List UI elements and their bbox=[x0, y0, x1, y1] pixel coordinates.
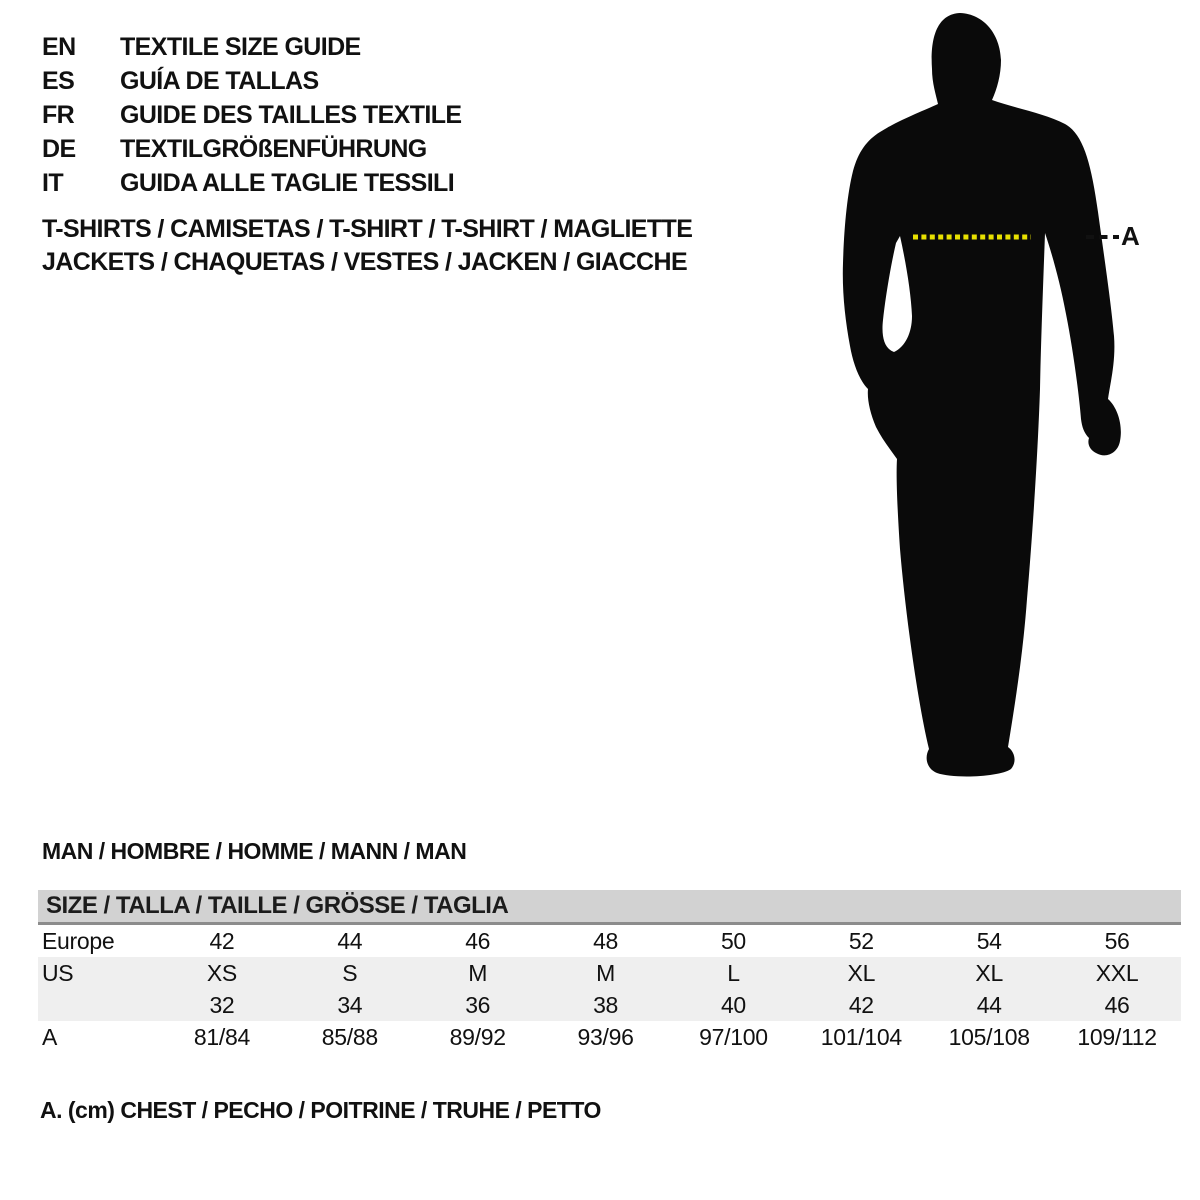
man-silhouette bbox=[838, 0, 1132, 800]
lang-row-de bbox=[42, 132, 462, 166]
lang-row-it bbox=[42, 166, 462, 200]
cell: 42 bbox=[209, 928, 235, 954]
cell: 42 bbox=[848, 992, 874, 1018]
cell: 54 bbox=[976, 928, 1002, 954]
cell: 85/88 bbox=[321, 1024, 378, 1050]
lang-label: GUÍA DE TALLAS bbox=[120, 67, 319, 95]
cell: XL bbox=[847, 960, 876, 986]
lang-label: GUIDA ALLE TAGLIE TESSILI bbox=[120, 169, 455, 197]
cell: S bbox=[342, 960, 358, 986]
lang-code: DE bbox=[42, 135, 76, 163]
cell: 52 bbox=[848, 928, 874, 954]
lang-row-es bbox=[42, 64, 462, 98]
cell: XL bbox=[975, 960, 1003, 986]
cell: 34 bbox=[337, 992, 363, 1018]
category-line-jackets: JACKETS / CHAQUETAS / VESTES / JACKEN / GIACCHE bbox=[42, 248, 688, 276]
cell: M bbox=[468, 960, 488, 986]
cell: M bbox=[596, 960, 615, 986]
cell: 93/96 bbox=[577, 1024, 634, 1050]
table-row-us bbox=[38, 957, 1181, 989]
cell: 109/112 bbox=[1077, 1024, 1157, 1050]
lang-row-en bbox=[42, 30, 462, 64]
lang-code: ES bbox=[42, 67, 75, 95]
measure-label-a: A bbox=[1121, 221, 1140, 251]
row-label: US bbox=[42, 960, 74, 986]
table-row-chest-a bbox=[38, 1021, 1181, 1053]
cell: 40 bbox=[720, 992, 746, 1018]
cell: 32 bbox=[209, 992, 235, 1018]
cell: 46 bbox=[465, 928, 491, 954]
lang-label: TEXTILGRÖßENFÜHRUNG bbox=[120, 135, 427, 163]
cell: 44 bbox=[337, 928, 363, 954]
row-label bbox=[38, 989, 158, 1021]
cell: 50 bbox=[720, 928, 746, 954]
table-row-europe bbox=[38, 925, 1181, 957]
measurement-footnote: A. (cm) CHEST / PECHO / POITRINE / TRUHE / PETTO bbox=[40, 1097, 601, 1123]
cell: 101/104 bbox=[820, 1024, 902, 1050]
category-lines bbox=[42, 213, 692, 279]
cell: 46 bbox=[1104, 992, 1130, 1018]
cell: 36 bbox=[465, 992, 491, 1018]
row-label: A bbox=[42, 1024, 58, 1050]
row-label: Europe bbox=[42, 928, 115, 954]
lang-code: EN bbox=[42, 33, 76, 61]
cell: 48 bbox=[593, 928, 619, 954]
cell: 89/92 bbox=[449, 1024, 506, 1050]
cell: XXL bbox=[1095, 960, 1139, 986]
category-line-tshirts: T-SHIRTS / CAMISETAS / T-SHIRT / T-SHIRT / MAGLIETTE bbox=[42, 215, 693, 243]
cell: L bbox=[727, 960, 740, 986]
cell: 81/84 bbox=[193, 1024, 250, 1050]
lang-row-fr bbox=[42, 98, 462, 132]
cell: 44 bbox=[976, 992, 1002, 1018]
lang-code: IT bbox=[42, 169, 64, 197]
section-title-man: MAN / HOMBRE / HOMME / MANN / MAN bbox=[42, 838, 467, 864]
table-row-numeric bbox=[38, 989, 1181, 1021]
cell: 105/108 bbox=[948, 1024, 1030, 1050]
lang-code: FR bbox=[42, 101, 75, 129]
lang-label: TEXTILE SIZE GUIDE bbox=[120, 33, 361, 61]
cell: XS bbox=[206, 960, 237, 986]
cell: 97/100 bbox=[699, 1024, 768, 1050]
language-legend bbox=[42, 30, 462, 200]
lang-label: GUIDE DES TAILLES TEXTILE bbox=[120, 101, 462, 129]
cell: 38 bbox=[593, 992, 619, 1018]
cell: 56 bbox=[1104, 928, 1130, 954]
size-table bbox=[38, 890, 1181, 1053]
man-silhouette-shape bbox=[843, 13, 1121, 776]
size-table-header: SIZE / TALLA / TAILLE / GRÖSSE / TAGLIA bbox=[38, 890, 1181, 925]
